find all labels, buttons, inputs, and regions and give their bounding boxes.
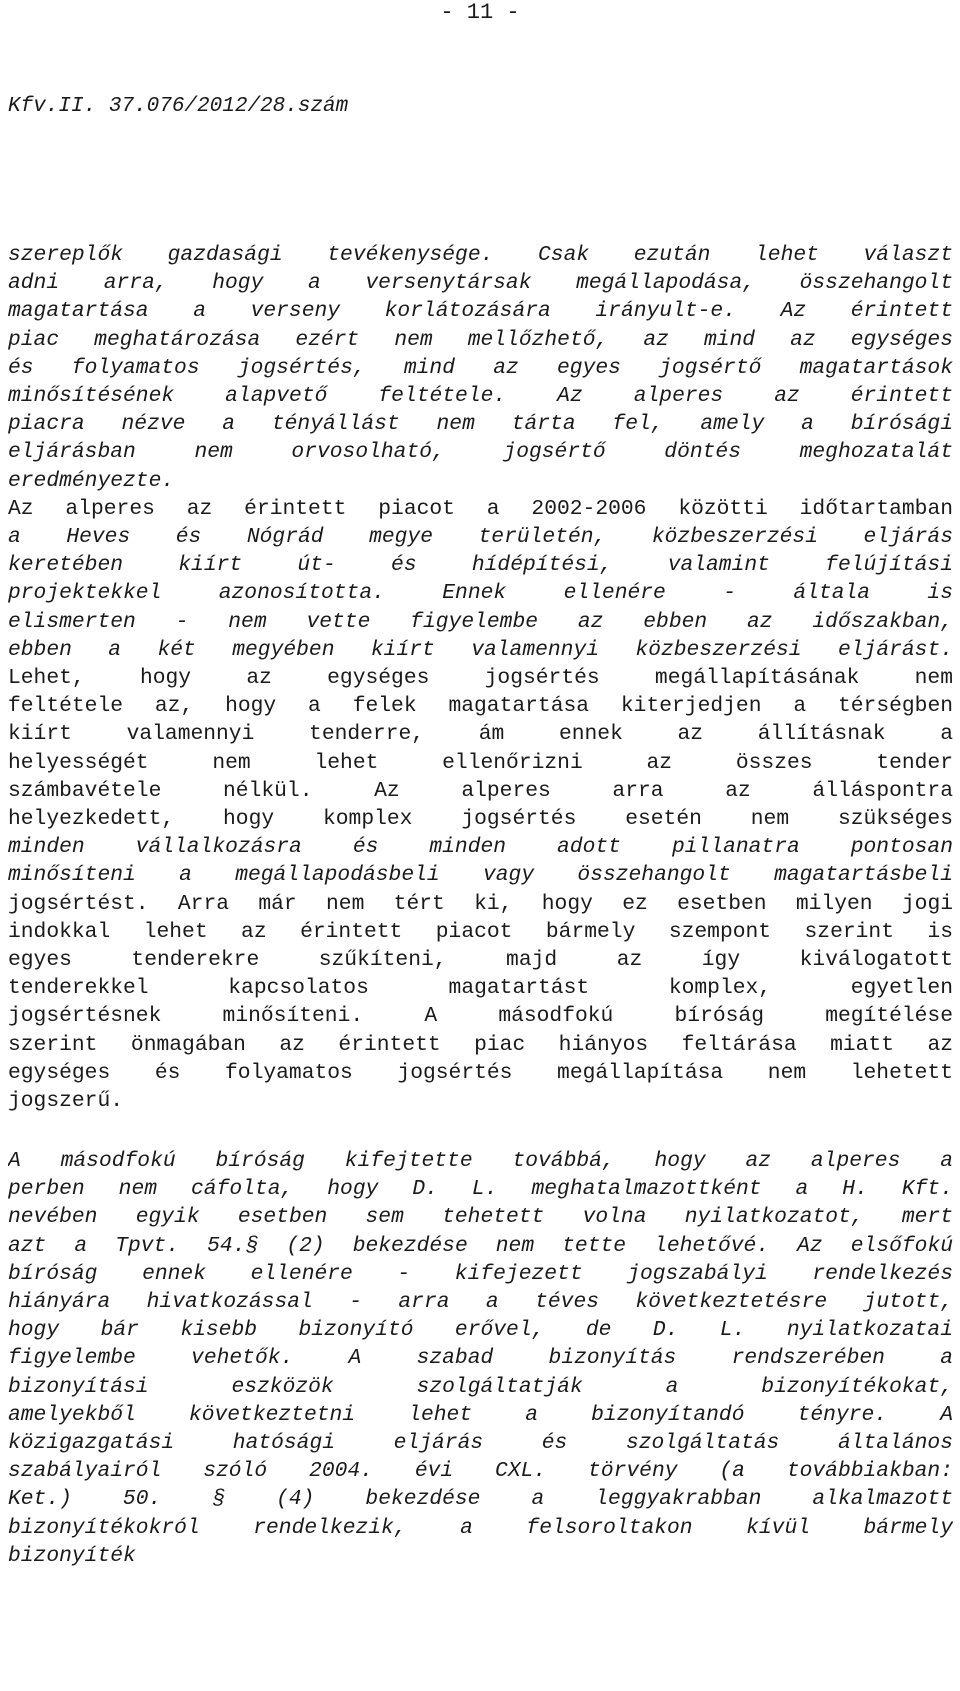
text-line: ebben a két megyében kiírt valamennyi közbeszerzési eljárást. (8, 637, 953, 662)
text-line: eljárásban nem orvosolható, jogsértő döntés meghozatalát (8, 440, 953, 465)
text-line: feltétele az, hogy a felek magatartása kiterjedjen a térségben (8, 694, 953, 719)
text-line: tenderekkel kapcsolatos magatartást komplex, egyetlen (8, 976, 953, 1001)
text-line: amelyekből következtetni lehet a bizonyítandó tényre. A (8, 1402, 953, 1427)
text-line: kiírt valamennyi tenderre, ám ennek az állításnak a (8, 722, 953, 747)
text-line: a Heves és Nógrád megye területén, közbeszerzési eljárás (8, 525, 953, 549)
text-line: jogsértést. Arra már nem tért ki, hogy ez esetben milyen jogi (8, 891, 953, 916)
text-line: adni arra, hogy a versenytársak megállapodása, összehangolt (8, 271, 953, 296)
text-line: minősíteni a megállapodásbeli vagy összehangolt magatartásbeli (8, 863, 953, 888)
text-line: perben nem cáfolta, hogy D. L. meghatalmazottként a H. Kft. (8, 1177, 953, 1202)
text-line: eredményezte. (8, 468, 175, 493)
text-line: figyelembe vehetők. A szabad bizonyítás rendszerében a (8, 1346, 953, 1371)
text-line: helyességét nem lehet ellenőrizni az összes tender (8, 750, 953, 775)
text-line: elismerten - nem vette figyelembe az ebben az időszakban, (8, 609, 953, 634)
text-line: projektekkel azonosította. Ennek ellenére - általa is (8, 581, 953, 606)
text-line: bizonyítási eszközök szolgáltatják a bizonyítékokat, (8, 1374, 953, 1399)
text-line: piac meghatározása ezért nem mellőzhető, az mind az egységes (8, 327, 953, 352)
text-line: jogszerű. (8, 1089, 124, 1113)
page-number: - 11 - (440, 0, 520, 25)
text-line: Az alperes az érintett piacot a 2002-2006 közötti időtartamban (8, 496, 953, 521)
text-line: indokkal lehet az érintett piacot bármely szempont szerint is (8, 919, 953, 944)
text-line: magatartása a verseny korlátozására irányult-e. Az érintett (8, 299, 953, 324)
text-line: keretében kiírt út- és hídépítési, valamint felújítási (8, 553, 953, 578)
text-line: számbavétele nélkül. Az alperes arra az álláspontra (8, 778, 953, 803)
text-line: bíróság ennek ellenére - kifejezett jogszabályi rendelkezés (8, 1261, 953, 1286)
text-line: azt a Tpvt. 54.§ (2) bekezdése nem tette lehetővé. Az elsőfokú (8, 1233, 953, 1258)
text-line: jogsértésnek minősíteni. A másodfokú bíróság megítélése (8, 1004, 953, 1029)
text-line: minősítésének alapvető feltétele. Az alperes az érintett (8, 384, 953, 408)
text-line: és folyamatos jogsértés, mind az egyes jogsértő magatartások (8, 355, 953, 380)
text-line: szerint önmagában az érintett piac hiányos feltárása miatt az (8, 1032, 953, 1057)
text-line: hogy bár kisebb bizonyító erővel, de D. L. nyilatkozatai (8, 1318, 953, 1343)
text-line: A másodfokú bíróság kifejtette továbbá, hogy az alperes a (8, 1149, 953, 1173)
text-line: minden vállalkozásra és minden adott pillanatra pontosan (8, 835, 953, 860)
text-line: bizonyítékokról rendelkezik, a felsoroltakon kívül bármely (8, 1515, 953, 1540)
text-line: nevében egyik esetben sem tehetett volna nyilatkozatot, mert (8, 1205, 953, 1230)
text-line: szabályairól szóló 2004. évi CXL. törvény (a továbbiakban: (8, 1459, 953, 1484)
text-line: Lehet, hogy az egységes jogsértés megállapításának nem (8, 666, 953, 690)
text-line: helyezkedett, hogy komplex jogsértés esetén nem szükséges (8, 807, 953, 831)
case-number: Kfv.II. 37.076/2012/28.szám (8, 95, 349, 118)
text-line: piacra nézve a tényállást nem tárta fel, amely a bírósági (8, 412, 953, 437)
text-line: hiányára hivatkozással - arra a téves következtetésre jutott, (8, 1290, 953, 1314)
text-line: közigazgatási hatósági eljárás és szolgáltatás általános (8, 1431, 953, 1455)
text-line: egyes tenderekre szűkíteni, majd az így kiválogatott (8, 948, 953, 972)
text-line: egységes és folyamatos jogsértés megállapítása nem lehetett (8, 1060, 953, 1085)
text-line: Ket.) 50. § (4) bekezdése a leggyakrabban alkalmazott (8, 1487, 953, 1512)
text-line: bizonyíték (8, 1543, 136, 1568)
text-line: szereplők gazdasági tevékenysége. Csak ezután lehet választ (8, 243, 953, 267)
